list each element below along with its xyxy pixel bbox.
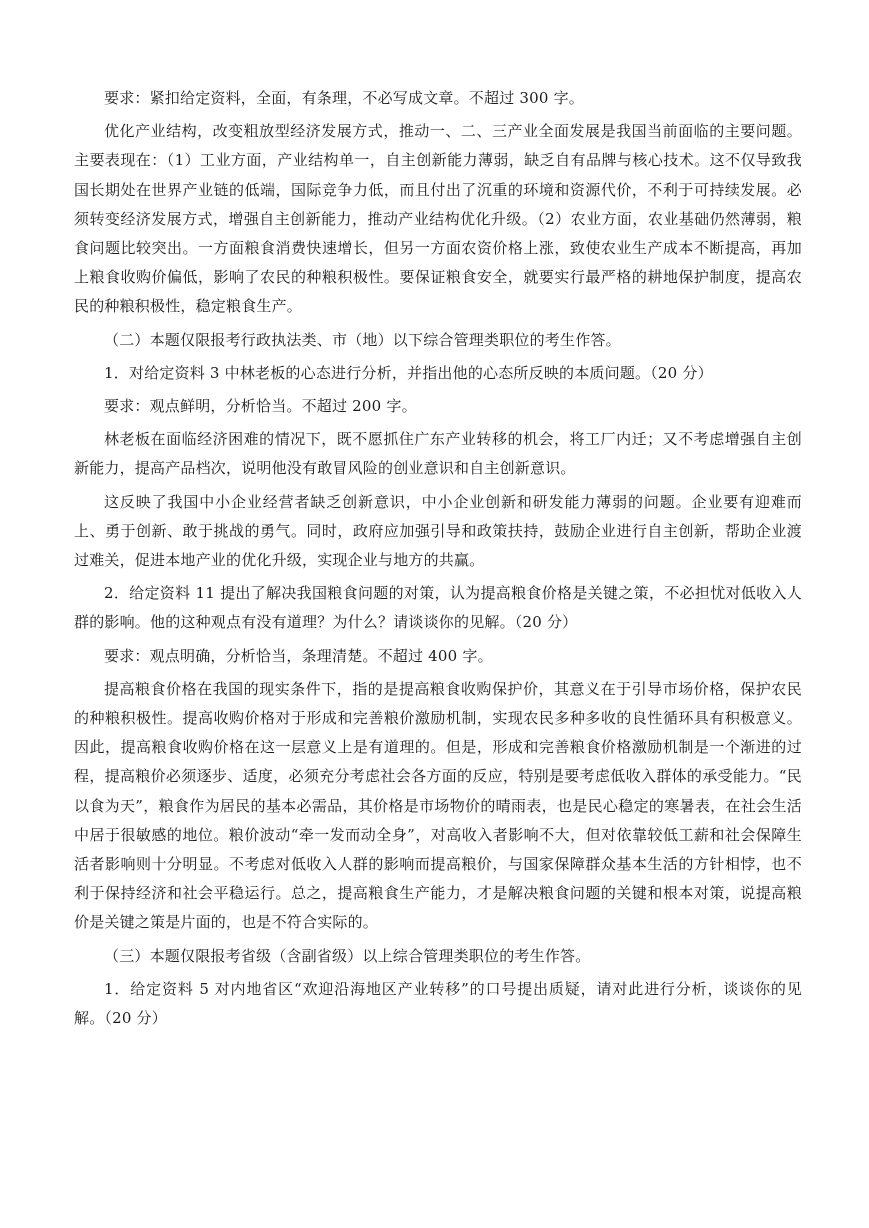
question-2-2: 2．给定资料 11 提出了解决我国粮食问题的对策，认为提高粮食价格是关键之策，不必担忧对低收入人群的影响。他的这种观点有没有道理？为什么？请谈谈你的见解。（20 分）	[74, 584, 802, 632]
section-heading-2: （二）本题仅限报考行政执法类、市（地）以下综合管理类职位的考生作答。	[104, 330, 621, 349]
section-heading-3: （三）本题仅限报考省级（含副省级）以上综合管理类职位的考生作答。	[104, 946, 591, 965]
requirement-text-1: 要求：紧扣给定资料，全面，有条理，不必写成文章。不超过 300 字。	[104, 89, 584, 107]
question-3-1: 1．给定资料 5 对内地省区“欢迎沿海地区产业转移”的口号提出质疑，请对此进行分析，谈谈你的见解。（20 分）	[74, 979, 802, 1028]
answer-paragraph-3: 提高粮食价格在我国的现实条件下，指的是提高粮食收购保护价，其意义在于引导市场价格，保护农民的种粮积极性。提高收购价格对于形成和完善粮价激励机制，实现农民多种多收的良性循环具有积极意义。因此，提高粮食收购价格在这一层意义上是有道理的。但是，形成和完善粮食价格激励机制是一个渐进的过程，提高粮价必须逐步、适度，必须充分考虑社会各方面的反应，特别是要考虑低收入群体的承受能力。“民以食为天”，粮食作为居民的基本必需品，其价格是市场物价的晴雨表，也是民心稳定的寒暑表，在社会生活中居于很敏感的地位。粮价波动“牵一发而动全身”，对高收入者影响不大，但对依靠较低工薪和社会保障生活者影响则十分明显。不考虑对低收入人群的影响而提高粮价，与国家保障群众基本生活的方针相悖，也不利于保持经济和社会平稳运行。总之，提高粮食生产能力，才是解决粮食问题的关键和根本对策，说提高粮价是关键之策是片面的，也是不符合实际的。	[74, 679, 802, 932]
requirement-text-2: 要求：观点鲜明，分析恰当。不超过 200 字。	[104, 397, 417, 416]
document-page	[74, 84, 802, 1033]
requirement-text-3: 要求：观点明确，分析恰当，条理清楚。不超过 400 字。	[104, 646, 493, 665]
answer-paragraph-2b: 这反映了我国中小企业经营者缺乏创新意识，中小企业创新和研发能力薄弱的问题。企业要有迎难而上、勇于创新、敢于挑战的勇气。同时，政府应加强引导和政策扶持，鼓励企业进行自主创新，帮助企业渡过难关，促进本地产业的优化升级，实现企业与地方的共赢。	[74, 492, 802, 570]
answer-paragraph-2a: 林老板在面临经济困难的情况下，既不愿抓住广东产业转移的机会，将工厂内迁；又不考虑增强自主创新能力，提高产品档次，说明他没有敢冒风险的创业意识和自主创新意识。	[74, 430, 802, 478]
answer-paragraph-1: 优化产业结构，改变粗放型经济发展方式，推动一、二、三产业全面发展是我国当前面临的主要问题。主要表现在：（1）工业方面，产业结构单一，自主创新能力薄弱，缺乏自有品牌与核心技术。这不仅导致我国长期处在世界产业链的低端，国际竞争力低，而且付出了沉重的环境和资源代价，不利于可持续发展。必须转变经济发展方式，增强自主创新能力，推动产业结构优化升级。（2）农业方面，农业基础仍然薄弱，粮食问题比较突出。一方面粮食消费快速增长，但另一方面农资价格上涨，致使农业生产成本不断提高，再加上粮食收购价偏低，影响了农民的种粮积极性。要保证粮食安全，就要实行最严格的耕地保护制度，提高农民的种粮积极性，稳定粮食生产。	[74, 122, 802, 316]
question-2-1: 1．对给定资料 3 中林老板的心态进行分析，并指出他的心态所反映的本质问题。（20 分）	[104, 363, 713, 382]
